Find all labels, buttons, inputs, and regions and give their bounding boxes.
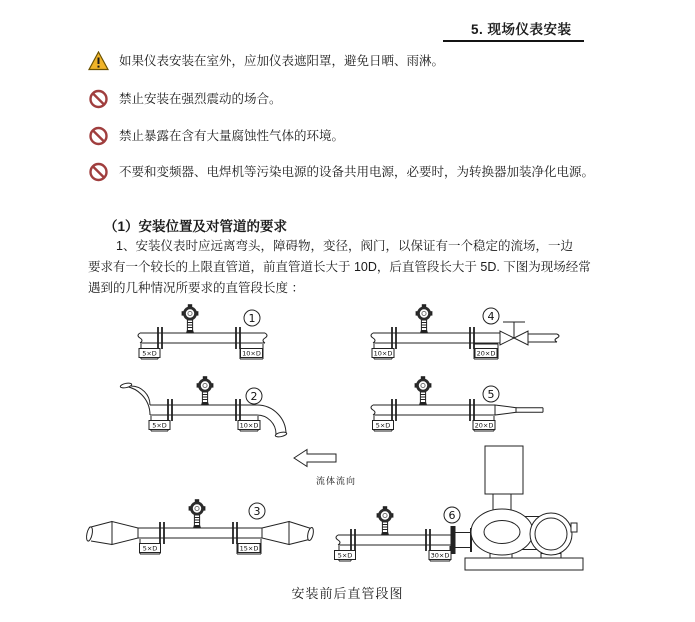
dimension-label: 20×D: [474, 421, 494, 430]
dimension-label: 5×D: [337, 551, 353, 560]
diagram-straight-pipe: [138, 304, 267, 359]
warning-text: 禁止暴露在含有大量腐蚀性气体的环境。: [119, 129, 345, 143]
diagram-number: 1: [248, 312, 256, 325]
dimension-label: 10×D: [242, 349, 261, 358]
no-entry-icon: [88, 126, 109, 146]
diagram-reducer-downstream: [371, 376, 543, 431]
chapter-title: 5. 现场仪表安装: [471, 22, 572, 37]
diagram-pump-downstream: [335, 446, 584, 570]
no-entry-icon: [88, 162, 109, 182]
warning-row: [88, 126, 618, 146]
diagram-number: 4: [487, 310, 495, 323]
flow-arrow-icon: [294, 450, 336, 467]
diagram-number: 3: [253, 505, 261, 518]
dimension-label: 5×D: [142, 349, 157, 358]
warning-row: [88, 51, 618, 71]
dimension-label: 5×D: [152, 421, 167, 430]
warning-row: [88, 89, 618, 109]
warning-triangle-icon: [88, 51, 109, 71]
diagram-valve-downstream: [371, 304, 559, 359]
diagram-number: 6: [448, 509, 456, 522]
diagram-reducers-both-ends: [85, 499, 314, 554]
warning-text: 如果仪表安装在室外，应加仪表遮阳罩，避免日晒、雨淋。: [119, 54, 445, 68]
paragraph-line: 要求有一个较长的上限直管道，前直管道长大于 10D，后直管段长大于 5D. 下图为现场经常: [88, 260, 591, 274]
warning-text: 不要和变频器、电焊机等污染电源的设备共用电源，必要时，为转换器加装净化电源。: [119, 165, 595, 179]
dimension-label: 5×D: [142, 544, 158, 553]
paragraph-line: 遇到的几种情况所要求的直管段长度 ：: [88, 281, 304, 295]
pump-icon: [465, 446, 583, 570]
valve-icon: [500, 322, 528, 345]
flow-direction-annotation: [294, 450, 356, 488]
diagram-number: 5: [487, 388, 495, 401]
dimension-label: 5×D: [375, 421, 391, 430]
flow-direction-label: 流体流向: [315, 477, 357, 487]
dimension-label: 10×D: [239, 421, 259, 430]
section-heading: （1）安装位置及对管道的要求: [104, 219, 288, 234]
chapter-title-underline: [443, 40, 584, 42]
dimension-label: 20×D: [476, 349, 496, 358]
warning-row: [88, 162, 618, 182]
diagram-number: 2: [250, 390, 258, 403]
paragraph-line: 1、安装仪表时应远离弯头，障碍物，变径，阀门，以保证有一个稳定的流场，一边: [116, 239, 573, 253]
dimension-label: 15×D: [239, 544, 259, 553]
dimension-label: 30×D: [430, 551, 450, 560]
no-entry-icon: [88, 89, 109, 109]
dimension-label: 10×D: [373, 349, 393, 358]
diagram-elbows-both-ends: [120, 376, 287, 438]
figure-caption: 安装前后直管段图: [291, 586, 404, 601]
straight-run-requirements-figure: [0, 295, 695, 605]
warning-text: 禁止安装在强烈震动的场合。: [119, 92, 282, 106]
